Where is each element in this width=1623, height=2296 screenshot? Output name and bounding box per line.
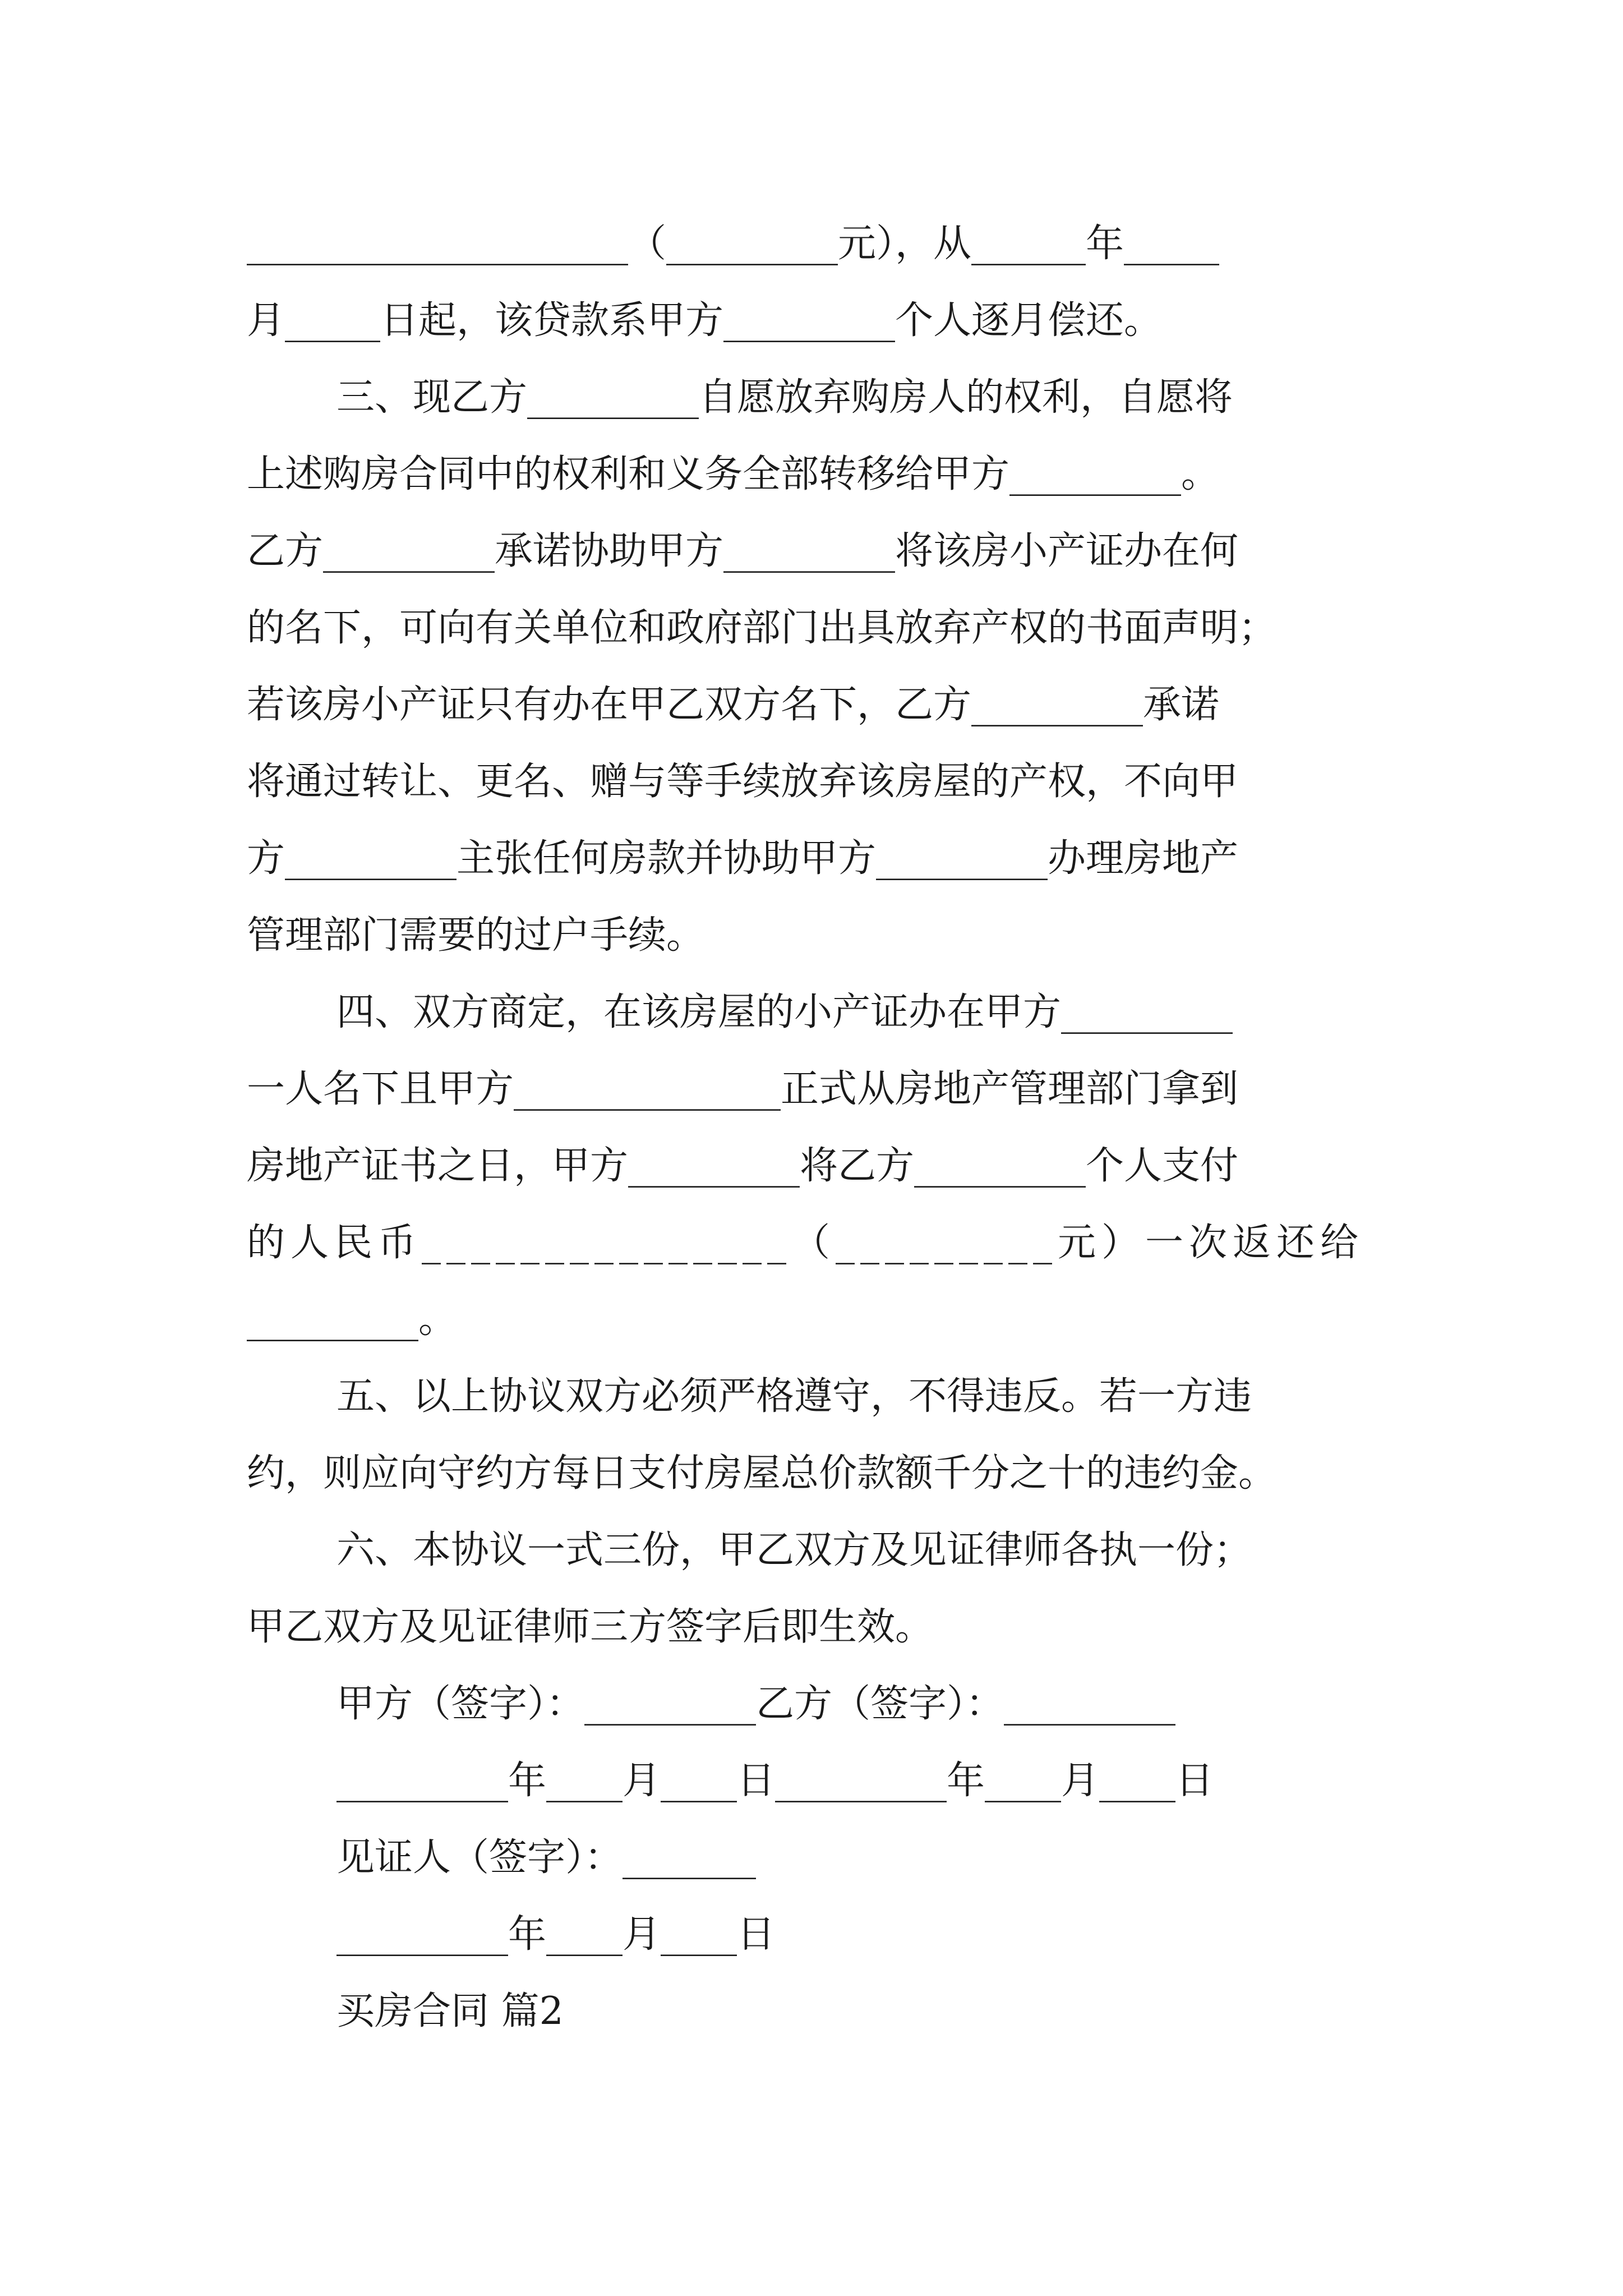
text-line: 甲乙双方及见证律师三方签字后即生效。 [247,1605,934,1649]
text-line: _________。 [247,1297,457,1342]
text-line: 方_________主张任何房款并协助甲方_________办理房地产 [247,836,1239,881]
text-line: 管理部门需要的过户手续。 [247,913,705,958]
text-line: 五、以上协议双方必须严格遵守，不得违反。若一方违 [336,1374,1252,1419]
signature-line-parties: 甲方（签字）：_________乙方（签字）：_________ [336,1682,1176,1726]
text-line: 四、双方商定，在该房屋的小产证办在甲方_________ [336,990,1233,1034]
text-line: 的人民币_______________（_________元）一次返还给 [247,1221,1364,1265]
section-heading: 买房合同 篇2 [336,1989,564,2033]
text-line: 将通过转让、更名、赠与等手续放弃该房屋的产权，不向甲 [247,760,1239,804]
date-line-witness: _________年____月____日 [336,1912,776,1957]
text-line: 若该房小产证只有办在甲乙双方名下，乙方_________承诺 [247,683,1220,727]
text-line: 六、本协议一式三份，甲乙双方及见证律师各执一份； [336,1528,1252,1572]
text-line: 的名下，可向有关单位和政府部门出具放弃产权的书面声明； [247,606,1277,650]
text-line: 三、现乙方_________自愿放弃购房人的权利，自愿将 [336,375,1233,420]
text-line: ____________________（_________元），从______年_____ [247,222,1220,266]
signature-line-witness: 见证人（签字）：_______ [336,1835,757,1880]
text-line: 月_____日起，该贷款系甲方_________个人逐月偿还。 [247,298,1163,343]
text-line: 房地产证书之日，甲方_________将乙方_________个人支付 [247,1144,1239,1188]
text-line: 乙方_________承诺协助甲方_________将该房小产证办在何 [247,529,1239,573]
text-line: 上述购房合同中的权利和义务全部转移给甲方_________。 [247,452,1220,496]
date-line-parties: _________年____月____日_________年____月____日 [336,1759,1214,1803]
text-line: 约，则应向守约方每日支付房屋总价款额千分之十的违约金。 [247,1451,1277,1496]
text-line: 一人名下且甲方______________正式从房地产管理部门拿到 [247,1067,1239,1111]
